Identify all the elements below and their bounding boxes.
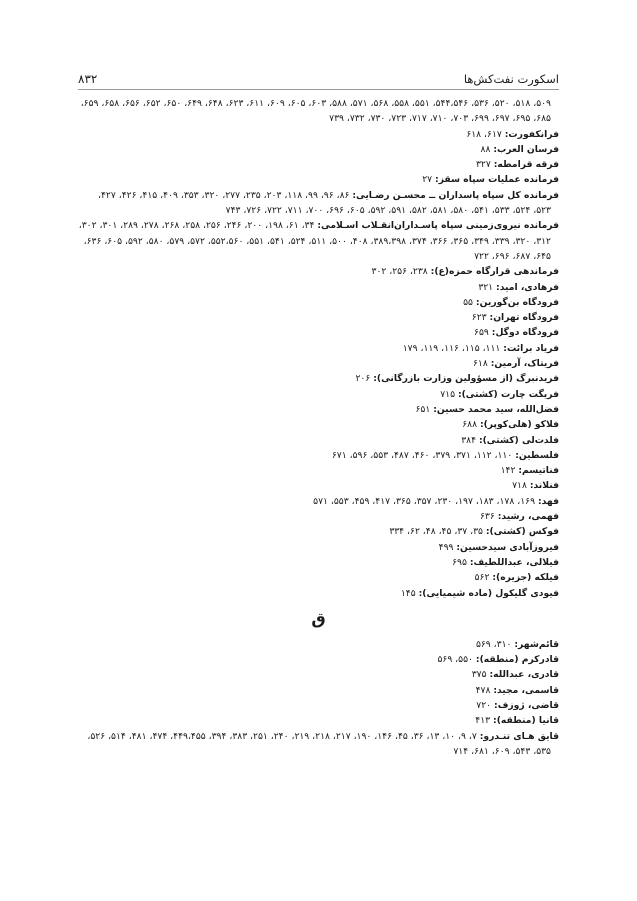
index-entry <box>78 402 559 417</box>
index-term: فوکس (کشتی): <box>485 526 559 538</box>
index-pages: ۶۱۷، ۶۱۸ <box>466 128 502 140</box>
index-pages: ۲۰۶ <box>355 373 371 385</box>
index-entry <box>78 729 559 760</box>
index-list-before <box>78 96 559 601</box>
index-term: فرودگاه تهران: <box>489 312 559 324</box>
index-pages: ۶۱۸ <box>472 358 488 370</box>
index-pages: ۸۸ <box>480 143 491 155</box>
index-entry <box>78 478 559 493</box>
index-entry <box>78 341 559 356</box>
index-pages: ۳۲۱ <box>478 281 494 293</box>
index-pages: ۳۲۷ <box>475 159 491 171</box>
index-entry <box>78 570 559 585</box>
index-pages: ۵۶۲ <box>474 572 490 584</box>
index-term: قاضی، ژوزف: <box>494 699 559 711</box>
index-pages: ۷۱۸ <box>512 480 527 492</box>
index-entry <box>78 325 559 340</box>
index-term: قائم‌شهر: <box>514 638 559 650</box>
index-term: قانیا (منطقه): <box>493 715 559 727</box>
running-title: اسکورت نفت‌کش‌ها <box>463 72 559 86</box>
index-term: فهمی، رشید: <box>497 511 559 523</box>
index-pages: ۳۵، ۳۷، ۴۵، ۴۸، ۶۲، ۳۳۴ <box>389 526 483 538</box>
index-pages: ۳۷۵ <box>471 669 487 681</box>
index-pages: ۱۴۵ <box>400 587 416 599</box>
page-header <box>78 62 559 90</box>
index-term: فریاد برائت: <box>503 342 559 354</box>
index-pages: ۱۱۰، ۱۱۲، ۳۷۱، ۳۷۹، ۴۶۰، ۴۸۷، ۵۵۳، ۵۹۶، ۶۷۱ <box>331 449 513 461</box>
index-entry <box>78 463 559 478</box>
index-entry <box>78 433 559 448</box>
index-entry <box>78 310 559 325</box>
index-pages: ۲۳۸، ۲۵۶، ۳۰۲ <box>371 266 428 278</box>
index-term: فرسان العرب: <box>493 143 559 155</box>
index-term: فرهادی، امید: <box>496 281 559 293</box>
index-pages: ۳۸۴ <box>461 434 477 446</box>
index-entry <box>78 652 559 667</box>
index-term: فرمانده عملیات سپاه سقز: <box>435 174 559 186</box>
index-term: قادرکرم (منطقه): <box>475 654 559 666</box>
section-letter: ق <box>311 608 326 628</box>
index-term: قادری، عبدالله: <box>489 669 559 681</box>
index-entry <box>78 540 559 555</box>
index-term: فرماندهی قرارگاه حمزه(ع): <box>430 266 559 278</box>
index-entry <box>78 127 559 142</box>
index-term: فریدنبرگ (از مسؤولین وزارت بازرگانی): <box>373 373 559 385</box>
index-pages: ۳۴، ۶۱، ۱۹۸، ۲۰۰، ۲۴۶، ۲۵۶، ۲۵۸، ۲۶۸، ۲۷۸، ۲۸۹، ۳۰۱، ۳۰۲، ۳۱۲، ۳۲۰، ۳۳۹، ۳۴۹، ۳۶۵، ۳۶۶، ۳۷۴، ۳۸۹،۳۹۸، ۴۰۸، ۵۰۰، ۵۱۱، ۵۲۴، ۵۴۱، ۵۵۱، ۵۵۲،۵۶۰، ۵۷۲، ۵۷۹، ۵۸۰، ۵۹۲، ۶۰۵، ۶۳۶، ۶۴۵، ۶۸۷، ۶۹۶، ۷۲۲ <box>78 220 551 262</box>
index-entry <box>78 264 559 279</box>
index-term: فریتاک، آرمین: <box>490 358 559 370</box>
index-pages: ۵۰۹، ۵۱۸، ۵۲۰، ۵۳۶، ۵۴۴،۵۴۶، ۵۵۱، ۵۵۸، ۵۶۸، ۵۷۱، ۵۸۸، ۶۰۳، ۶۰۵، ۶۰۹، ۶۱۱، ۶۲۳، ۶۴۸، ۶۴۹، ۶۵۰، ۶۵۲، ۶۵۶، ۶۵۸، ۶۵۹، ۶۸۵، ۶۹۵، ۶۹۷، ۶۹۹، ۷۰۳، ۷۱۰، ۷۱۷، ۷۲۳، ۷۳۰، ۷۳۲، ۷۳۹ <box>80 98 551 125</box>
index-entry <box>78 356 559 371</box>
index-term: فیروزآبادی سیدحسین: <box>456 541 559 553</box>
index-entry <box>78 280 559 295</box>
index-pages: ۱۶۹، ۱۷۸، ۱۸۳، ۱۹۷، ۲۳۰، ۳۵۷، ۳۶۵، ۴۱۷، ۴۵۹، ۵۵۳، ۵۷۱ <box>313 495 536 507</box>
index-pages: ۸۶، ۹۶، ۹۹، ۱۱۸، ۲۰۳، ۲۳۵، ۲۷۷، ۳۲۰، ۳۵۳، ۴۰۹، ۴۱۵، ۴۲۶، ۴۲۷، ۵۲۳، ۵۲۴، ۵۳۳، ۵۴۱، ۵۸۰، ۵۸۱، ۵۸۲، ۵۹۱، ۵۹۲، ۶۰۵، ۶۹۶، ۷۰۰، ۷۱۱، ۷۲۲، ۷۲۶، ۷۴۳ <box>98 189 551 217</box>
index-entry <box>78 667 559 682</box>
index-pages: ۴۱۳ <box>475 715 491 727</box>
index-pages: ۱۴۲ <box>500 465 516 477</box>
index-term: فرقه قرامطه: <box>493 159 559 171</box>
index-term: فرانکفورت: <box>504 128 559 140</box>
index-pages: ۶۲۳ <box>471 312 487 324</box>
index-entry <box>78 509 559 524</box>
index-term: فناتیسم: <box>518 465 559 477</box>
index-term: فنلاند: <box>529 480 559 492</box>
index-term: فیلالی، عبداللطیف: <box>469 556 559 568</box>
index-pages: ۷۱۵ <box>440 388 456 400</box>
index-list-after <box>78 637 559 759</box>
index-pages: ۴۹۹ <box>438 541 454 553</box>
index-pages: ۷، ۹، ۱۰، ۱۳، ۳۶، ۴۵، ۱۴۶، ۱۹۰، ۲۱۷، ۲۱۸، ۲۱۹، ۲۴۰، ۲۵۱، ۳۸۳، ۳۹۴، ۴۴۹،۴۵۵، ۴۷۴، ۴۸۱، ۵۱۴، ۵۲۶، ۵۳۵، ۵۴۳، ۶۰۹، ۶۸۱، ۷۱۴ <box>87 730 551 757</box>
index-entry <box>78 387 559 402</box>
index-pages: ۶۸۸ <box>462 419 478 431</box>
index-term: فریگت چارت (کشتی): <box>457 388 559 400</box>
index-entry <box>78 371 559 386</box>
index-pages: ۳۱۰، ۵۶۹ <box>475 638 512 650</box>
index-entry <box>78 188 559 219</box>
index-entry <box>78 637 559 652</box>
index-entry <box>78 555 559 570</box>
index-pages: ۵۵ <box>463 296 473 308</box>
index-term: قایق هـای تنـدرو: <box>479 730 559 742</box>
index-entry <box>78 142 559 157</box>
index-entry <box>78 448 559 463</box>
index-entry <box>78 417 559 432</box>
index-content <box>78 96 559 759</box>
index-pages: ۶۹۵ <box>452 556 467 568</box>
index-pages: ۵۵۰، ۵۶۹ <box>437 654 473 666</box>
index-entry <box>78 494 559 509</box>
page-number: ۸۳۲ <box>78 72 98 86</box>
index-term: فرودگاه دوگل: <box>491 327 559 339</box>
index-term: فلاکو (هلی‌کوپر): <box>479 419 559 431</box>
index-term: فلسطین: <box>515 449 559 461</box>
index-pages: ۴۷۸ <box>475 684 491 696</box>
index-term: فرودگاه بن‌گورین: <box>475 296 559 308</box>
index-term: فضل‌الله، سید محمد حسین: <box>433 403 559 415</box>
index-pages: ۶۵۹ <box>474 327 489 339</box>
index-entry <box>78 713 559 728</box>
index-entry <box>78 218 559 264</box>
index-term: فیودی گلیکول (ماده شیمیایی): <box>418 587 559 599</box>
index-pages: ۱۱۱، ۱۱۵، ۱۱۶، ۱۱۹، ۱۷۹ <box>402 342 501 354</box>
index-entry <box>78 295 559 310</box>
index-pages: ۷۲۰ <box>476 699 492 711</box>
index-term: فرمانده نیروی‌زمینی سپاه پاسـداران‌انقـلاب اسـلامی: <box>317 220 559 232</box>
index-pages: ۶۵۱ <box>415 403 431 415</box>
index-pages: ۶۳۶ <box>479 511 495 523</box>
index-term: فهد: <box>537 495 559 507</box>
index-term: فرمانده کل سپاه پاسداران ــ محسـن رضـایی: <box>352 189 559 201</box>
index-entry <box>78 586 559 601</box>
index-pages: ۲۷ <box>422 174 433 186</box>
index-entry <box>78 524 559 539</box>
index-entry <box>78 698 559 713</box>
index-entry <box>78 172 559 187</box>
index-term: قاسمی، مجید: <box>493 684 559 696</box>
index-term: فیلکه (جزیره): <box>492 572 559 584</box>
index-entry <box>78 683 559 698</box>
index-term: فلدت‌لی (کشتی): <box>478 434 559 446</box>
index-entry <box>78 96 559 127</box>
index-entry <box>78 157 559 172</box>
